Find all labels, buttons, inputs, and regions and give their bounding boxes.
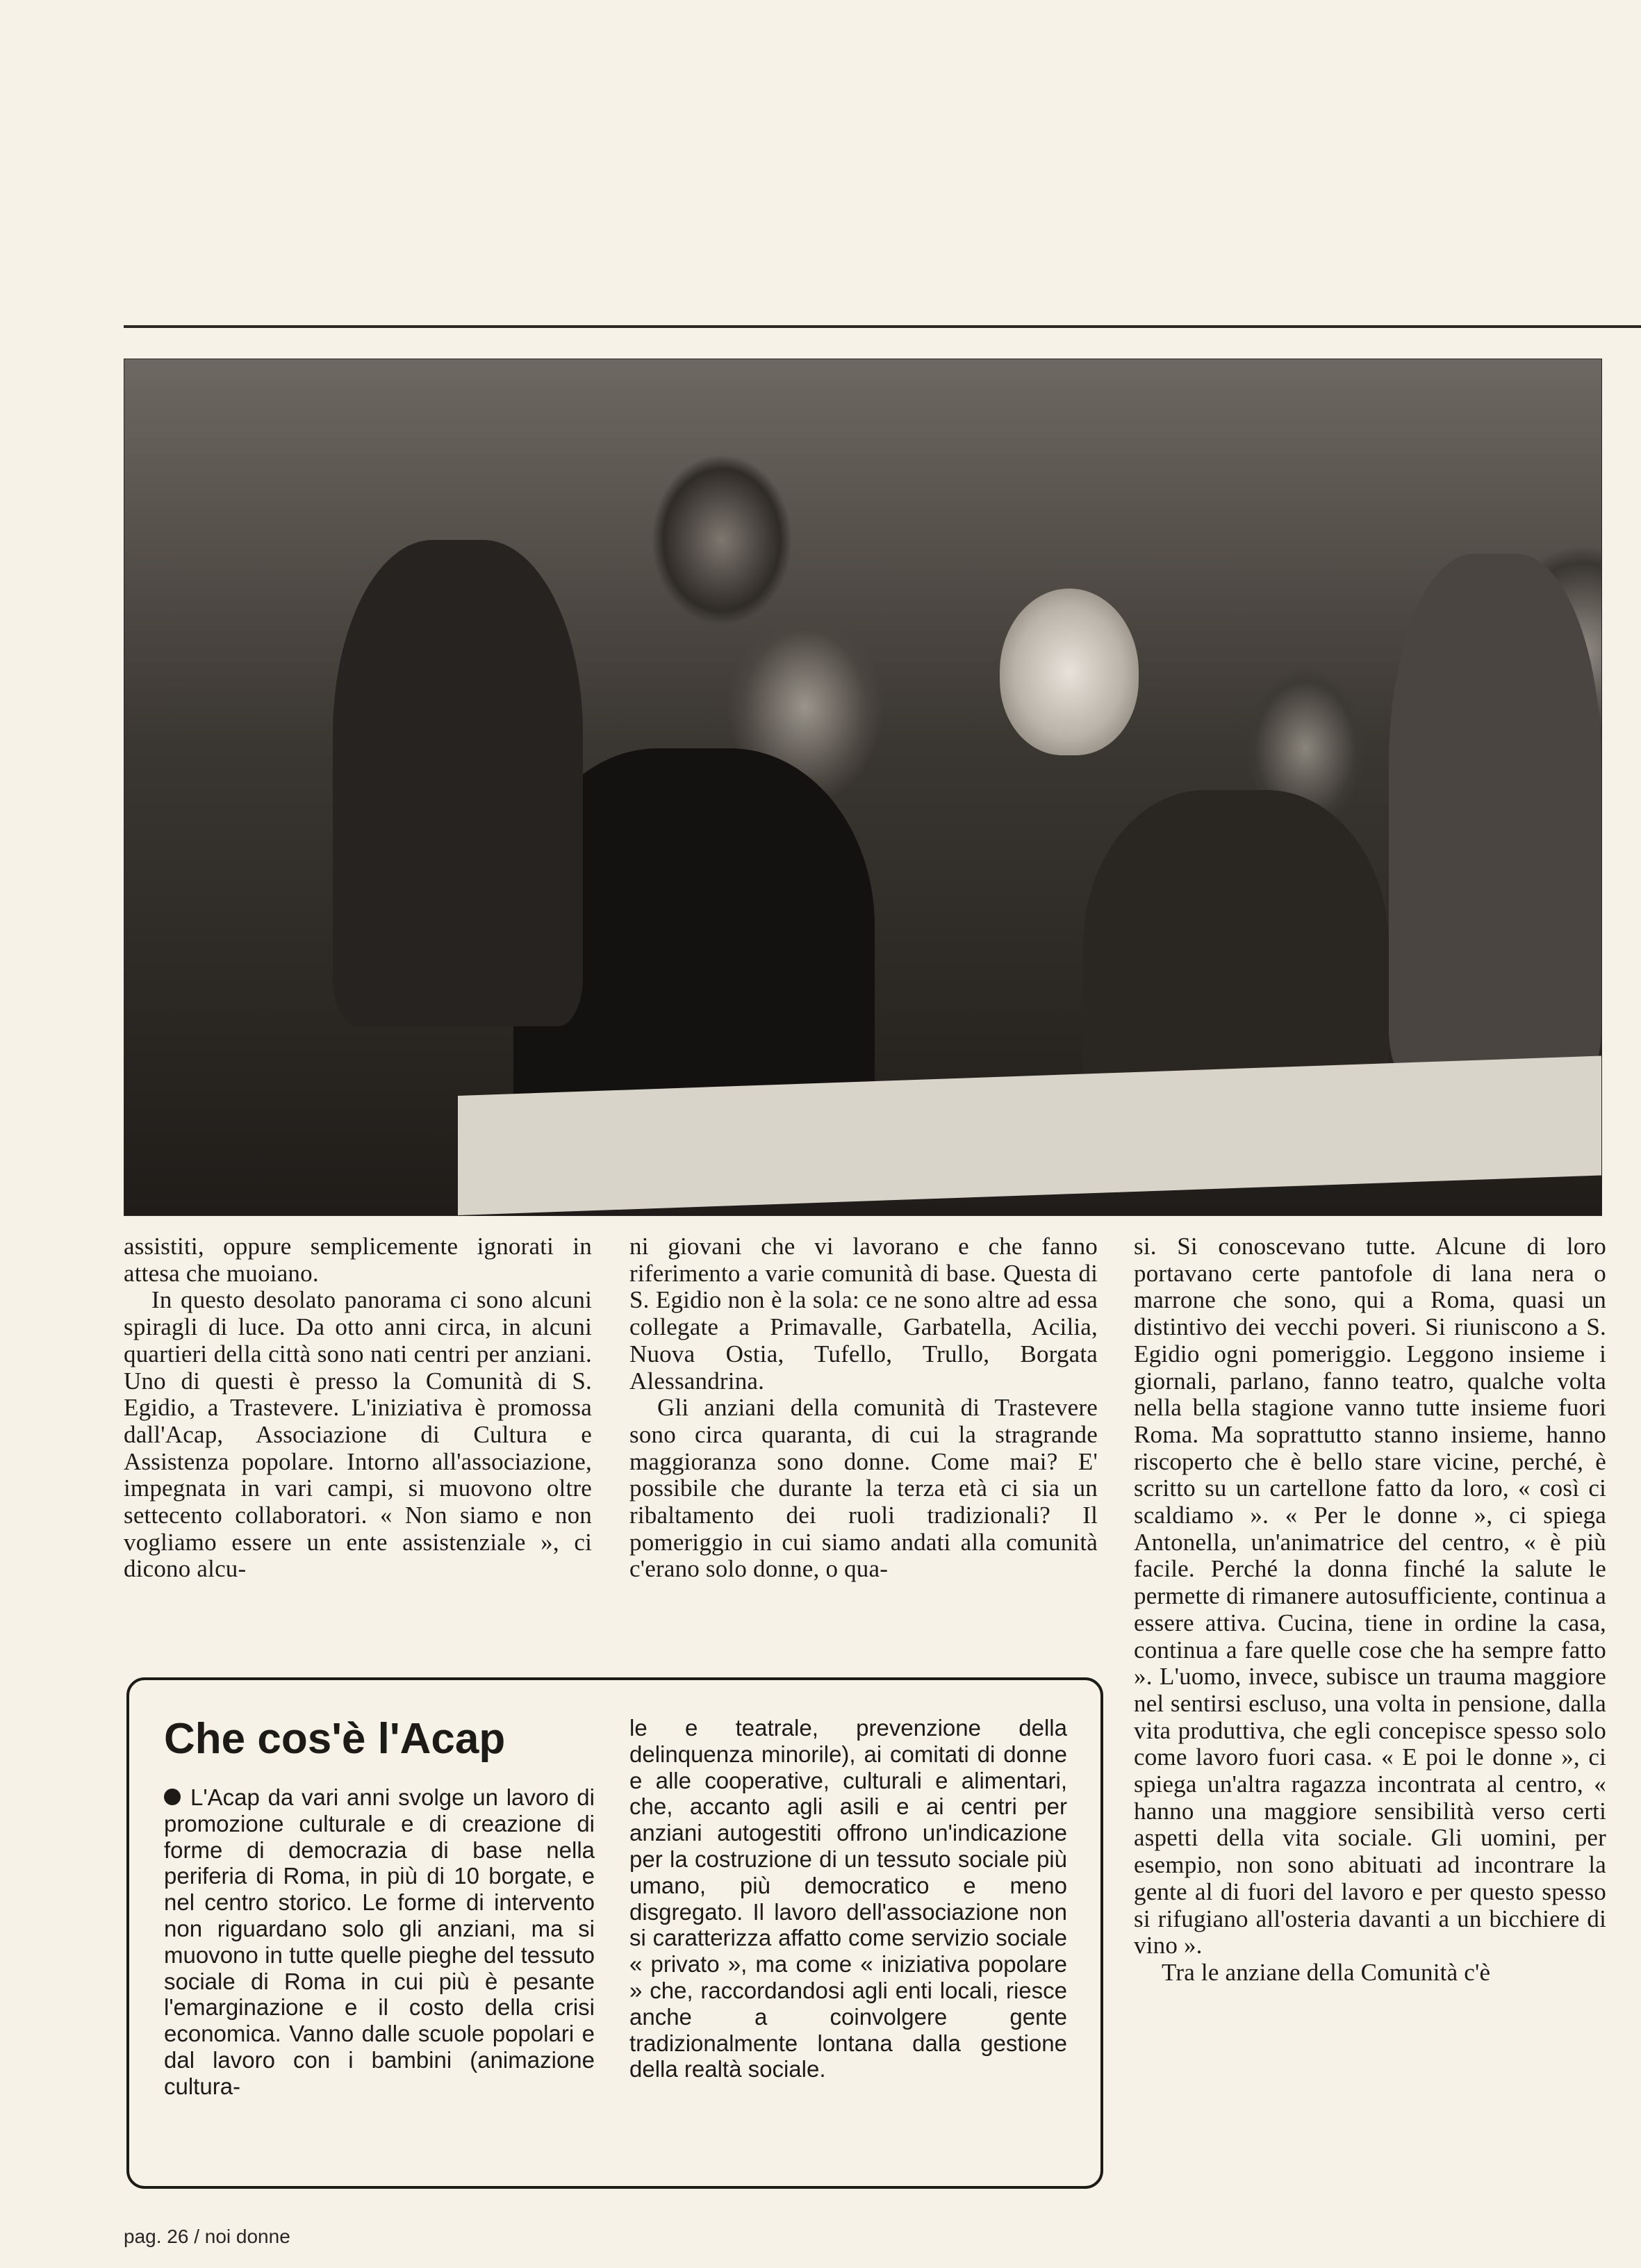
article-column-3 [1134, 1233, 1606, 1987]
box-column-1 [164, 1784, 595, 2100]
box-title: Che cos'è l'Acap [164, 1715, 506, 1763]
article-paragraph: In questo desolato panorama ci sono alcuni spiragli di luce. Da otto anni circa, in alcuni quartieri della città sono nati centri per anziani. Uno di questi è presso la Comunità di S. Egidio, a Trastevere. L'iniziativa è promossa dall'Acap, Associazione di Cultura e Assistenza popolare. Intorno all'associazione, impegnata in vari campi, si muovono oltre settecento collaboratori. « Non siamo e non vogliamo essere un ente assistenziale », ci dicono alcu- [124, 1286, 592, 1583]
article-paragraph: Gli anziani della comunità di Trastevere sono circa quaranta, di cui la stragrande maggioranza sono donne. Come mai? E' possibile che durante la terza età ci sia un ribaltamento dei ruoli tradizionali? Il pomeriggio in cui siamo andati alla comunità c'erano solo donne, o qua- [629, 1394, 1098, 1583]
article-column-1 [124, 1233, 592, 1583]
box-text: L'Acap da vari anni svolge un lavoro di promozione culturale e di creazione di forme di democrazia di base nella periferia di Roma, in più di 10 borgate, e nel centro storico. Le forme di intervento non riguardano solo gli anziani, ma si muovono in tutte quelle pieghe del tessuto sociale di Roma in cui più è pesante l'emarginazione e il costo della crisi economica. Vanno dalle scuole popolari e dal lavoro con i bambini (animazione cultura- [164, 1784, 595, 2099]
photo-figure-right [1389, 554, 1601, 1082]
article-paragraph: assistiti, oppure semplicemente ignorati in attesa che muoiano. [124, 1233, 592, 1287]
box-text: le e teatrale, prevenzione della delinquenza minorile), ai comitati di donne e alle cooperative, culturali e alimentari, che, accanto agli asili e ai centri per anziani autogestiti offrono un'indicazione per la costruzione di un tessuto sociale più umano, più democratico e meno disgregato. Il lavoro dell'associazione non si caratterizza affatto come servizio sociale « privato », ma come « iniziativa popolare » che, raccordandosi agli enti locali, riesce anche a coinvolgere gente tradizionalmente lontana dalla gestione della realtà sociale. [629, 1715, 1067, 2082]
article-column-2 [629, 1233, 1098, 1583]
sidebar-box [126, 1677, 1103, 2189]
top-rule [124, 325, 1641, 328]
article-paragraph: ni giovani che vi lavorano e che fanno riferimento a varie comunità di base. Questa di S. Egidio non è la sola: ce ne sono altre ad essa collegate a Primavalle, Garbatella, Acilia, Nuova Ostia, Tufello, Trullo, Borgata Alessandrina. [629, 1233, 1098, 1395]
article-paragraph: si. Si conoscevano tutte. Alcune di loro portavano certe pantofole di lana nera o marrone che sono, qui a Roma, quasi un distintivo dei vecchi poveri. Si riuniscono a S. Egidio ogni pomeriggio. Leggono insieme i giornali, parlano, fanno teatro, qualche volta nella bella stagione vanno tutte insieme fuori Roma. Ma soprattutto stanno insieme, hanno riscoperto che è bello stare vicine, perché, è scritto su un cartellone fatto da loro, « così ci scaldiamo ». « Per le donne », ci spiega Antonella, un'animatrice del centro, « è più facile. Perché la donna finché la salute le permette di rimanere autosufficiente, continua a essere attiva. Cucina, tiene in ordine la casa, continua a fare quelle cose che ha sempre fatto ». L'uomo, invece, subisce un trauma maggiore nel sentirsi escluso, una volta in pensione, dalla vita produttiva, che egli concepisce spesso solo come lavoro fuori casa. « E poi le donne », ci spiega un'altra ragazza incontrata al centro, « hanno una maggiore sensibilità verso certi aspetti della vita sociale. Gli uomini, per esempio, non sono abituati ad incontrare la gente al di fuori del lavoro e per questo spesso si rifugiano all'osteria davanti a un bicchiere di vino ». [1134, 1233, 1606, 1959]
protest-photograph [124, 359, 1602, 1216]
megaphone-icon [1000, 589, 1139, 755]
photo-figure-left [333, 540, 583, 1026]
bullet-icon [164, 1789, 181, 1805]
box-column-2 [629, 1715, 1067, 2082]
page-footer: pag. 26 / noi donne [124, 2226, 290, 2247]
article-paragraph: Tra le anziane della Comunità c'è [1162, 1958, 1491, 1986]
